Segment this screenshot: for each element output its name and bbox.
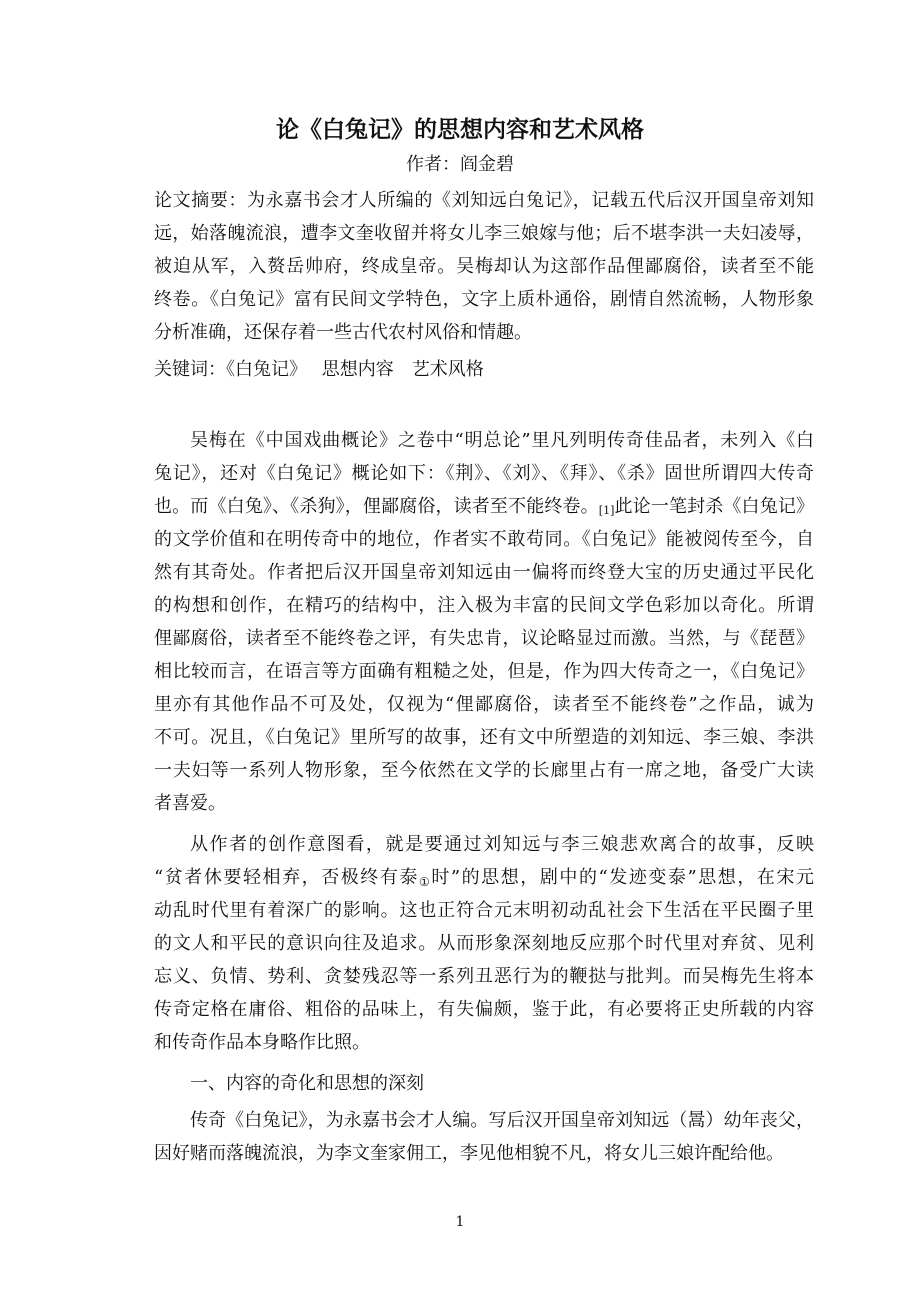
paragraph-line: 者喜爱。 bbox=[154, 793, 226, 814]
page-number: 1 bbox=[455, 1214, 465, 1230]
section-heading: 一、内容的奇化和思想的深刻 bbox=[190, 1073, 424, 1094]
paragraph-text: 也。而《白兔》、《杀狗》，俚鄙腐俗，读者至不能终卷。 bbox=[154, 496, 599, 517]
paragraph-line: 的构想和创作，在精巧的结构中，注入极为丰富的民间文学色彩加以奇化。所谓 bbox=[154, 595, 814, 616]
paragraph-line: 里亦有其他作品不可及处，仅视为“俚鄙腐俗，读者至不能终卷”之作品，诚为 bbox=[154, 694, 814, 715]
paragraph-line: 吴梅在《中国戏曲概论》之卷中“明总论”里凡列明传奇佳品者，未列入《白 bbox=[190, 430, 814, 451]
paragraph-text: 时”的思想，剧中的“发迹变泰”思想，在宋元 bbox=[431, 867, 815, 888]
paragraph-line: 传奇《白兔记》，为永嘉书会才人编。写后汉开国皇帝刘知远（暠）幼年丧父， bbox=[190, 1110, 814, 1131]
paragraph-line: 忘义、负情、势利、贪婪残忍等一系列丑恶行为的鞭挞与批判。而吴梅先生将本 bbox=[154, 966, 814, 987]
abstract-line: 远，始落魄流浪，遭李文奎收留并将女儿李三娘嫁与他；后不堪李洪一夫妇凌辱， bbox=[154, 223, 814, 244]
paragraph-line: 不可。况且，《白兔记》里所写的故事，还有文中所塑造的刘知远、李三娘、李洪 bbox=[154, 727, 814, 748]
abstract-line: 论文摘要：为永嘉书会才人所编的《刘知远白兔记》，记载五代后汉开国皇帝刘知 bbox=[154, 190, 814, 211]
paragraph-line: 传奇定格在庸俗、粗俗的品味上，有失偏颇，鉴于此，有必要将正史所载的内容 bbox=[154, 999, 814, 1020]
abstract-line: 分析准确，还保存着一些古代农村风俗和情趣。 bbox=[154, 322, 532, 343]
paragraph-line: 动乱时代里有着深广的影响。这也正符合元末明初动乱社会下生活在平民圈子里 bbox=[154, 900, 814, 921]
paragraph-line: 的文人和平民的意识向往及追求。从而形象深刻地反应那个时代里对弃贫、见利 bbox=[154, 933, 814, 954]
paragraph-line: 和传奇作品本身略作比照。 bbox=[154, 1032, 370, 1053]
footnote-reference[interactable]: [1] bbox=[598, 504, 615, 517]
paragraph-text: 此论一笔封杀《白兔记》 bbox=[614, 496, 814, 517]
footnote-reference[interactable]: ① bbox=[418, 875, 432, 889]
abstract-line: 被迫从军，入赘岳帅府，终成皇帝。吴梅却认为这部作品俚鄙腐俗，读者至不能 bbox=[154, 256, 814, 277]
page-title: 论《白兔记》的思想内容和艺术风格 bbox=[276, 117, 644, 143]
paragraph-line: 从作者的创作意图看，就是要通过刘知远与李三娘悲欢离合的故事，反映 bbox=[190, 834, 814, 855]
paragraph-line bbox=[154, 494, 814, 524]
paragraph-line: 的文学价值和在明传奇中的地位，作者实不敢苟同。《白兔记》能被阅传至今，自 bbox=[154, 529, 814, 550]
paragraph-line: 一夫妇等一系列人物形象，至今依然在文学的长廊里占有一席之地，备受广大读 bbox=[154, 760, 814, 781]
author-line: 作者：阎金碧 bbox=[406, 154, 514, 175]
paragraph-line: 俚鄙腐俗，读者至不能终卷之评，有失忠肯，议论略显过而激。当然，与《琵琶》 bbox=[154, 628, 814, 649]
paragraph-line: 然有其奇处。作者把后汉开国皇帝刘知远由一偏将而终登大宝的历史通过平民化 bbox=[154, 562, 814, 583]
paragraph-text: “贫者休要轻相弃，否极终有泰 bbox=[154, 867, 419, 888]
paragraph-line: 兔记》，还对《白兔记》概论如下：《荆》、《刘》、《拜》、《杀》固世所谓四大传奇 bbox=[154, 463, 814, 484]
paragraph-line: 相比较而言，在语言等方面确有粗糙之处，但是，作为四大传奇之一，《白兔记》 bbox=[154, 661, 814, 682]
paragraph-line bbox=[154, 865, 814, 895]
abstract-line: 终卷。《白兔记》富有民间文学特色，文字上质朴通俗，剧情自然流畅，人物形象 bbox=[154, 289, 814, 310]
keywords-line: 关键词：《白兔记》 思想内容 艺术风格 bbox=[154, 359, 484, 380]
paragraph-line: 因好赌而落魄流浪，为李文奎家佣工，李见他相貌不凡，将女儿三娘许配给他。 bbox=[154, 1143, 784, 1164]
